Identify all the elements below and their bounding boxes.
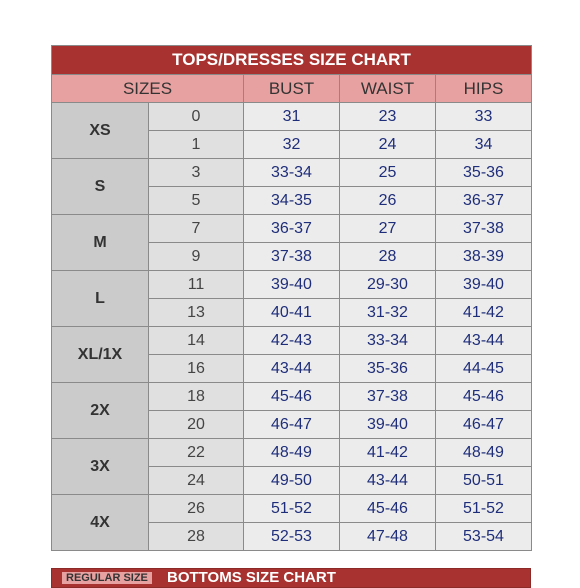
size-label: M bbox=[52, 215, 149, 271]
header-hips: HIPS bbox=[436, 75, 532, 103]
bust-value: 51-52 bbox=[244, 495, 340, 523]
bust-value: 52-53 bbox=[244, 523, 340, 551]
waist-value: 33-34 bbox=[340, 327, 436, 355]
size-number: 11 bbox=[149, 271, 244, 299]
bust-value: 31 bbox=[244, 103, 340, 131]
size-label: XL/1X bbox=[52, 327, 149, 383]
chart-title: TOPS/DRESSES SIZE CHART bbox=[52, 46, 532, 75]
title-row bbox=[52, 46, 532, 75]
waist-value: 35-36 bbox=[340, 355, 436, 383]
regular-size-label: REGULAR SIZE bbox=[62, 572, 152, 584]
size-label: 2X bbox=[52, 383, 149, 439]
size-number: 0 bbox=[149, 103, 244, 131]
size-number: 26 bbox=[149, 495, 244, 523]
bust-value: 39-40 bbox=[244, 271, 340, 299]
hips-value: 35-36 bbox=[436, 159, 532, 187]
header-row bbox=[52, 75, 532, 103]
table-row bbox=[52, 327, 532, 355]
waist-value: 37-38 bbox=[340, 383, 436, 411]
hips-value: 36-37 bbox=[436, 187, 532, 215]
size-number: 9 bbox=[149, 243, 244, 271]
hips-value: 48-49 bbox=[436, 439, 532, 467]
hips-value: 46-47 bbox=[436, 411, 532, 439]
bust-value: 34-35 bbox=[244, 187, 340, 215]
bust-value: 46-47 bbox=[244, 411, 340, 439]
hips-value: 50-51 bbox=[436, 467, 532, 495]
header-bust: BUST bbox=[244, 75, 340, 103]
bust-value: 43-44 bbox=[244, 355, 340, 383]
size-number: 14 bbox=[149, 327, 244, 355]
size-number: 24 bbox=[149, 467, 244, 495]
waist-value: 24 bbox=[340, 131, 436, 159]
size-number: 13 bbox=[149, 299, 244, 327]
hips-value: 38-39 bbox=[436, 243, 532, 271]
waist-value: 47-48 bbox=[340, 523, 436, 551]
waist-value: 23 bbox=[340, 103, 436, 131]
bottoms-size-chart-header bbox=[51, 568, 531, 588]
size-number: 16 bbox=[149, 355, 244, 383]
table-row bbox=[52, 439, 532, 467]
size-number: 18 bbox=[149, 383, 244, 411]
hips-value: 51-52 bbox=[436, 495, 532, 523]
hips-value: 45-46 bbox=[436, 383, 532, 411]
bust-value: 33-34 bbox=[244, 159, 340, 187]
hips-value: 37-38 bbox=[436, 215, 532, 243]
size-number: 1 bbox=[149, 131, 244, 159]
waist-value: 27 bbox=[340, 215, 436, 243]
waist-value: 26 bbox=[340, 187, 436, 215]
bust-value: 37-38 bbox=[244, 243, 340, 271]
bust-value: 48-49 bbox=[244, 439, 340, 467]
size-number: 20 bbox=[149, 411, 244, 439]
size-number: 5 bbox=[149, 187, 244, 215]
tops-dresses-size-chart bbox=[51, 45, 532, 551]
table-row bbox=[52, 215, 532, 243]
size-label: XS bbox=[52, 103, 149, 159]
size-number: 28 bbox=[149, 523, 244, 551]
hips-value: 44-45 bbox=[436, 355, 532, 383]
hips-value: 39-40 bbox=[436, 271, 532, 299]
table-row bbox=[52, 103, 532, 131]
header-waist: WAIST bbox=[340, 75, 436, 103]
waist-value: 41-42 bbox=[340, 439, 436, 467]
bust-value: 42-43 bbox=[244, 327, 340, 355]
waist-value: 39-40 bbox=[340, 411, 436, 439]
bust-value: 32 bbox=[244, 131, 340, 159]
size-number: 22 bbox=[149, 439, 244, 467]
waist-value: 45-46 bbox=[340, 495, 436, 523]
header-sizes: SIZES bbox=[52, 75, 244, 103]
waist-value: 31-32 bbox=[340, 299, 436, 327]
bust-value: 40-41 bbox=[244, 299, 340, 327]
hips-value: 53-54 bbox=[436, 523, 532, 551]
size-label: L bbox=[52, 271, 149, 327]
hips-value: 41-42 bbox=[436, 299, 532, 327]
bust-value: 45-46 bbox=[244, 383, 340, 411]
size-label: 3X bbox=[52, 439, 149, 495]
table-row bbox=[52, 159, 532, 187]
waist-value: 28 bbox=[340, 243, 436, 271]
table-row bbox=[52, 271, 532, 299]
waist-value: 29-30 bbox=[340, 271, 436, 299]
size-number: 3 bbox=[149, 159, 244, 187]
size-label: 4X bbox=[52, 495, 149, 551]
waist-value: 25 bbox=[340, 159, 436, 187]
hips-value: 33 bbox=[436, 103, 532, 131]
table-row bbox=[52, 495, 532, 523]
hips-value: 43-44 bbox=[436, 327, 532, 355]
size-label: S bbox=[52, 159, 149, 215]
waist-value: 43-44 bbox=[340, 467, 436, 495]
bust-value: 49-50 bbox=[244, 467, 340, 495]
bottoms-chart-title: BOTTOMS SIZE CHART bbox=[167, 569, 336, 586]
size-number: 7 bbox=[149, 215, 244, 243]
hips-value: 34 bbox=[436, 131, 532, 159]
bust-value: 36-37 bbox=[244, 215, 340, 243]
table-row bbox=[52, 383, 532, 411]
